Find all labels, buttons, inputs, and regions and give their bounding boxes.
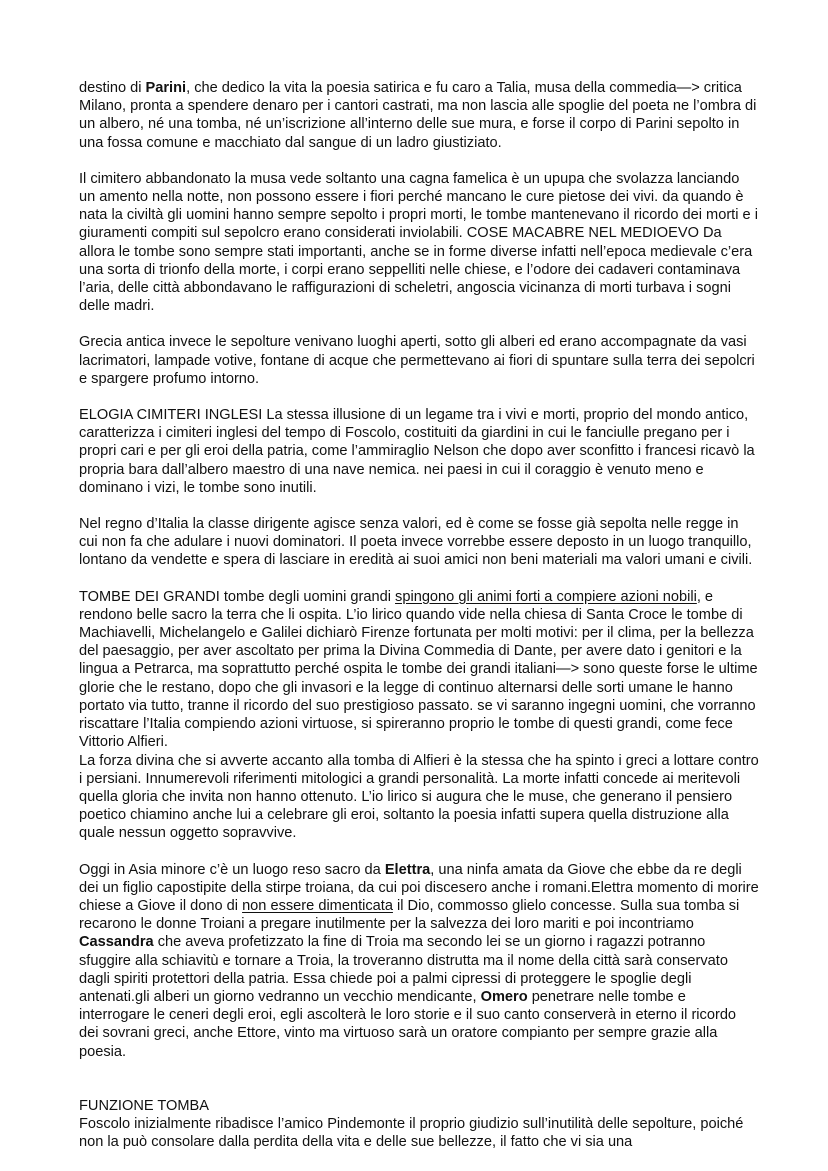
text-run: destino di (79, 80, 146, 96)
paragraph-funzione-tomba (79, 1115, 759, 1151)
text-run: il Dio, commosso glielo concesse. Sulla sua tomba si recarono le donne Troiani a pregare inutilmente per la salvezza dei loro mariti e poi incontriamo (79, 897, 740, 933)
paragraph-alfieri (79, 752, 759, 843)
paragraph-cimiteri-inglesi (79, 406, 759, 497)
text-run: Foscolo inizialmente ribadisce l’amico Pindemonte il proprio giudizio sull’inutilità delle sepolture, poiché non la può consolare dalla perdita della vita e delle sue bellezze, il fatto che vi sia una (79, 1115, 744, 1151)
text-run: Il cimitero abbandonato la musa vede soltanto una cagna famelica è un upupa che svolazza lanciando un amento nella notte, non possono essere i fiori perché mancano le cure pietose dei vivi. da quando è nata la civiltà gli uomini hanno sempre sepolto i propri morti, le tombe mantenevano il ricordo dei morti e i giuramenti compiti sul sepolcro erano considerati inviolabili. COSE MACABRE NEL MEDIOEVO Da allora le tombe sono sempre stati importanti, anche se in forme diverse infatti nell’epoca medievale c’era una sorta di trionfo della morte, i corpi erano seppelliti nelle chiese, e l’odore dei cadaveri contaminava l’aria, delle città abbondavano le raffigurazioni di scheletri, angoscia vicinanza di morti turbava i sogni delle madri. (79, 170, 758, 315)
text-run: che aveva profetizzato la fine di Troia ma secondo lei se un giorno i ragazzi potranno sfuggire alla schiavitù e tornare a Troia, la troveranno distrutta ma il nome della città sarà conservato dagli spiriti protettori della patria. Essa chiede poi a palmi cipressi di proteggere le spoglie degli antenati.gli alberi un giorno vedranno un vecchio mendicante, (79, 934, 728, 1005)
paragraph-elettra (79, 861, 759, 1061)
text-run: Nel regno d’Italia la classe dirigente agisce senza valori, ed è come se fosse già sepolta nelle regge in cui non fa che adulare i nuovi dominatori. Il poeta invece vorrebbe essere deposto in un luogo tranquillo, lontano da vendette e spera di lasciare in eredità ai suoi amici non beni materiali ma valori umani e civili. (79, 516, 753, 569)
underlined-phrase: spingono gli animi forti a compiere azioni nobili (395, 588, 697, 605)
text-run: TOMBE DEI GRANDI tombe degli uomini grandi (79, 588, 396, 605)
paragraph-regno-italia (79, 515, 759, 570)
paragraph-grecia-antica (79, 333, 759, 388)
text-run: ELOGIA CIMITERI INGLESI La stessa illusione di un legame tra i vivi e morti, proprio del mondo antico, caratterizza i cimiteri inglesi del tempo di Foscolo, costituiti da giardini in cui le fanciulle pregano per i propri cari e per gli eroi della patria, come l’ammiraglio Nelson che dopo aver sconfitto i francesi ricavò la propria bara dall’albero maestro di una nave nemica. nei paesi in cui il coraggio è venuto meno e dominano i vizi, le tombe sono inutili. (79, 407, 755, 496)
text-run: La forza divina che si avverte accanto alla tomba di Alfieri è la stessa che ha spinto i greci a lottare contro i persiani. Innumerevoli riferimenti mitologici a grandi personalità. La morte infatti concede ai meritevoli quella gloria che invita non hanno ottenuto. L’io lirico si augura che le muse, che generano il pensiero poetico chiamino anche lui a celebrare gli eroi, soltanto la poesia infatti supera quella distruzione alla quale nessun oggetto sopravvive. (79, 752, 759, 842)
section-heading-funzione-tomba: FUNZIONE TOMBA (79, 1097, 210, 1114)
bold-name: Elettra (384, 861, 431, 878)
paragraph-tombe-grandi (79, 588, 759, 752)
spacer (79, 1079, 759, 1097)
bold-name: Parini (145, 80, 187, 96)
paragraph-parini (79, 79, 759, 152)
bold-name: Cassandra (79, 934, 154, 951)
document-body (79, 79, 759, 1169)
bold-name: Omero (480, 988, 528, 1005)
text-run: , che dedico la vita la poesia satirica e fu caro a Talia, musa della commedia—> critica Milano, pronta a spendere denaro per i cantori castrati, ma non lascia alle spoglie del poeta ne l’ombra di un albero, né una tomba, né un’iscrizione all’interno delle sue mura, e forse il corpo di Parini sepolto in una fossa comune e macchiato dal sangue di un ladro giustiziato. (79, 80, 757, 151)
text-run: , e rendono belle sacro la terra che li ospita. L’io lirico quando vide nella chiesa di Santa Croce le tombe di Machiavelli, Michelangelo e Galilei dichiarò Firenze fortunata per molti motivi: per il clima, per la bellezza del paesaggio, per aver ascoltato per prima la Divina Commedia di Dante, per avere dato i genitori e la lingua a Petrarca, ma soprattutto perché ospita le tombe dei grandi italiani—> sono queste forse le ultime glorie che le restano, dopo che gli invasori e la legge di continuo alternarsi delle sorti umane le hanno portato via tutto, tranne il ricordo del suo prestigioso passato. se vi saranno ingegni uomini, che vorranno riscattare l’Italia compiendo azioni virtuose, si spireranno proprio le tombe di questi grandi, come fece Vittorio Alfieri. (79, 588, 758, 751)
text-run: Oggi in Asia minore c’è un luogo reso sacro da (79, 861, 385, 878)
text-run: penetrare nelle tombe e interrogare le ceneri degli eroi, egli ascolterà le loro storie e il suo canto conserverà in eterno il ricordo dei sovrani greci, anche Ettore, vinto ma virtuoso sarà un oratore compianto per sempre grazie alla poesia. (79, 988, 737, 1060)
underlined-phrase: non essere dimenticata (242, 897, 393, 914)
text-run: Grecia antica invece le sepolture venivano luoghi aperti, sotto gli alberi ed erano accompagnate da vasi lacrimatori, lampade votive, fontane di acque che permettevano ai fiori di spuntare sulla terra dei sepolcri e spargere profumo intorno. (79, 334, 755, 387)
text-run: , una ninfa amata da Giove che ebbe da re degli dei un figlio capostipite della stirpe troiana, da cui poi discesero anche i romani.Elettra momento di morire chiese a Giove il dono di (79, 861, 759, 914)
paragraph-cimitero-medioevo (79, 170, 759, 316)
